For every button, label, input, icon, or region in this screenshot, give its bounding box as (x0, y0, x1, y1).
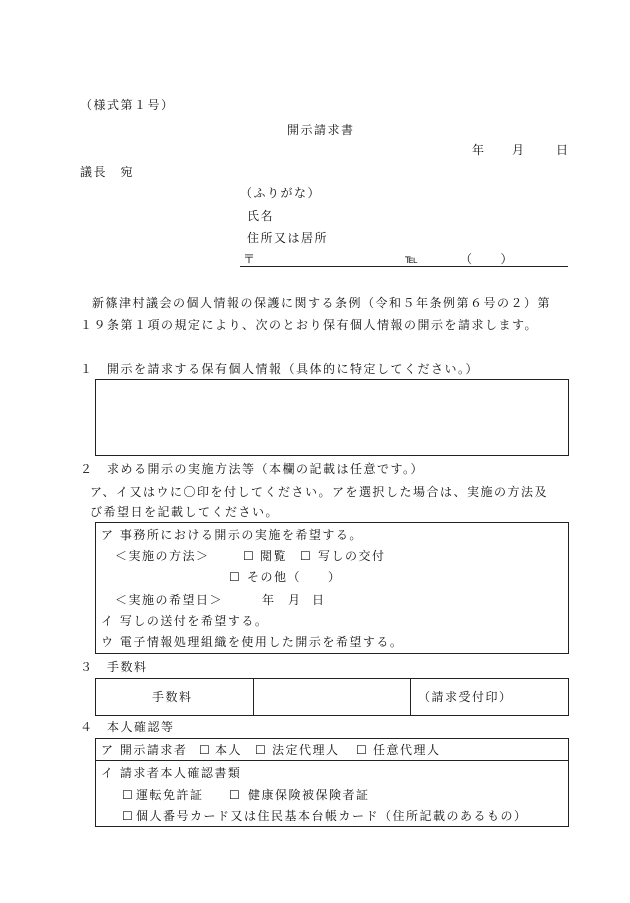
checkbox-health-insurance[interactable]: ☐ (229, 788, 242, 802)
form-number: （様式第１号） (80, 98, 175, 112)
checkbox-drivers-license[interactable]: ☐ (122, 788, 135, 802)
date-day: 日 (556, 143, 570, 157)
address-label: 住所又は居所 (247, 231, 329, 245)
fee-divider-1 (253, 678, 254, 716)
checkbox-my-number-card[interactable]: ☐ (122, 809, 135, 823)
section-2-note-2: び希望日を記載してください。 (90, 505, 280, 519)
option-other-label: その他（ ） (247, 570, 342, 584)
intro-line-2: １９条第１項の規定により、次のとおり保有個人情報の開示を請求します。 (80, 318, 539, 332)
identity-docs-label: イ 請求者本人確認書類 (101, 766, 242, 780)
option-view-label: 閲覧 (260, 549, 288, 563)
requested-info-field[interactable] (95, 379, 569, 456)
intro-line-1: 新篠津村議会の個人情報の保護に関する条例（令和５年条例第６号の２）第 (92, 296, 552, 310)
option-copy-label: 写しの交付 (318, 549, 386, 563)
doc-drivers-license-label: 運転免許証 (136, 788, 204, 802)
requester-type-label: ア 開示請求者 (101, 743, 188, 757)
applicant-underline (240, 266, 568, 267)
section-1-title: １ 開示を請求する保有個人情報（具体的に特定してください。） (80, 362, 480, 376)
postal-mark: 〒 (243, 252, 257, 266)
name-label: 氏名 (247, 209, 275, 223)
doc-health-insurance-label: 健康保険被保険者証 (248, 788, 370, 802)
desired-date-month: 月 (288, 593, 302, 607)
option-legal-agent-label: 法定代理人 (272, 743, 340, 757)
option-voluntary-agent-label: 任意代理人 (373, 743, 441, 757)
page-title: 開示請求書 (287, 123, 355, 137)
section-4-title: ４ 本人確認等 (80, 720, 175, 734)
furigana-label: （ふりがな） (240, 186, 322, 200)
tel-mark: ℡ (405, 252, 420, 266)
desired-date-day: 日 (312, 593, 326, 607)
checkbox-self[interactable]: ☐ (199, 743, 212, 757)
fee-label: 手数料 (152, 690, 193, 704)
option-self-label: 本人 (215, 743, 243, 757)
method-label: ＜実施の方法＞ (115, 549, 210, 563)
section-2-title: ２ 求める開示の実施方法等（本欄の記載は任意です。） (80, 462, 425, 476)
reception-stamp-label: （請求受付印） (418, 690, 513, 704)
addressee: 議長 宛 (80, 165, 135, 179)
checkbox-copy[interactable]: ☐ (300, 549, 313, 563)
tel-paren: （ ） (460, 252, 515, 266)
checkbox-voluntary-agent[interactable]: ☐ (356, 743, 369, 757)
doc-my-number-card-label: 個人番号カード又は住民基本台帳カード（住所記載のあるもの） (136, 809, 528, 823)
date-year: 年 (472, 143, 486, 157)
option-a-office[interactable]: ア 事務所における開示の実施を希望する。 (101, 528, 363, 542)
option-c-electronic[interactable]: ウ 電子情報処理組織を使用した開示を希望する。 (101, 635, 404, 649)
option-b-mail[interactable]: イ 写しの送付を希望する。 (101, 614, 269, 628)
checkbox-other[interactable]: ☐ (229, 570, 242, 584)
section-2-note-1: ア、イ又はウに〇印を付してください。アを選択した場合は、実施の方法及 (90, 485, 549, 499)
desired-date-label: ＜実施の希望日＞ (115, 593, 224, 607)
desired-date-year: 年 (262, 593, 276, 607)
section-3-title: ３ 手数料 (80, 660, 148, 674)
date-month: 月 (512, 143, 526, 157)
fee-divider-2 (410, 678, 411, 716)
checkbox-legal-agent[interactable]: ☐ (255, 743, 268, 757)
checkbox-view[interactable]: ☐ (243, 549, 256, 563)
identity-row-divider (95, 760, 569, 761)
